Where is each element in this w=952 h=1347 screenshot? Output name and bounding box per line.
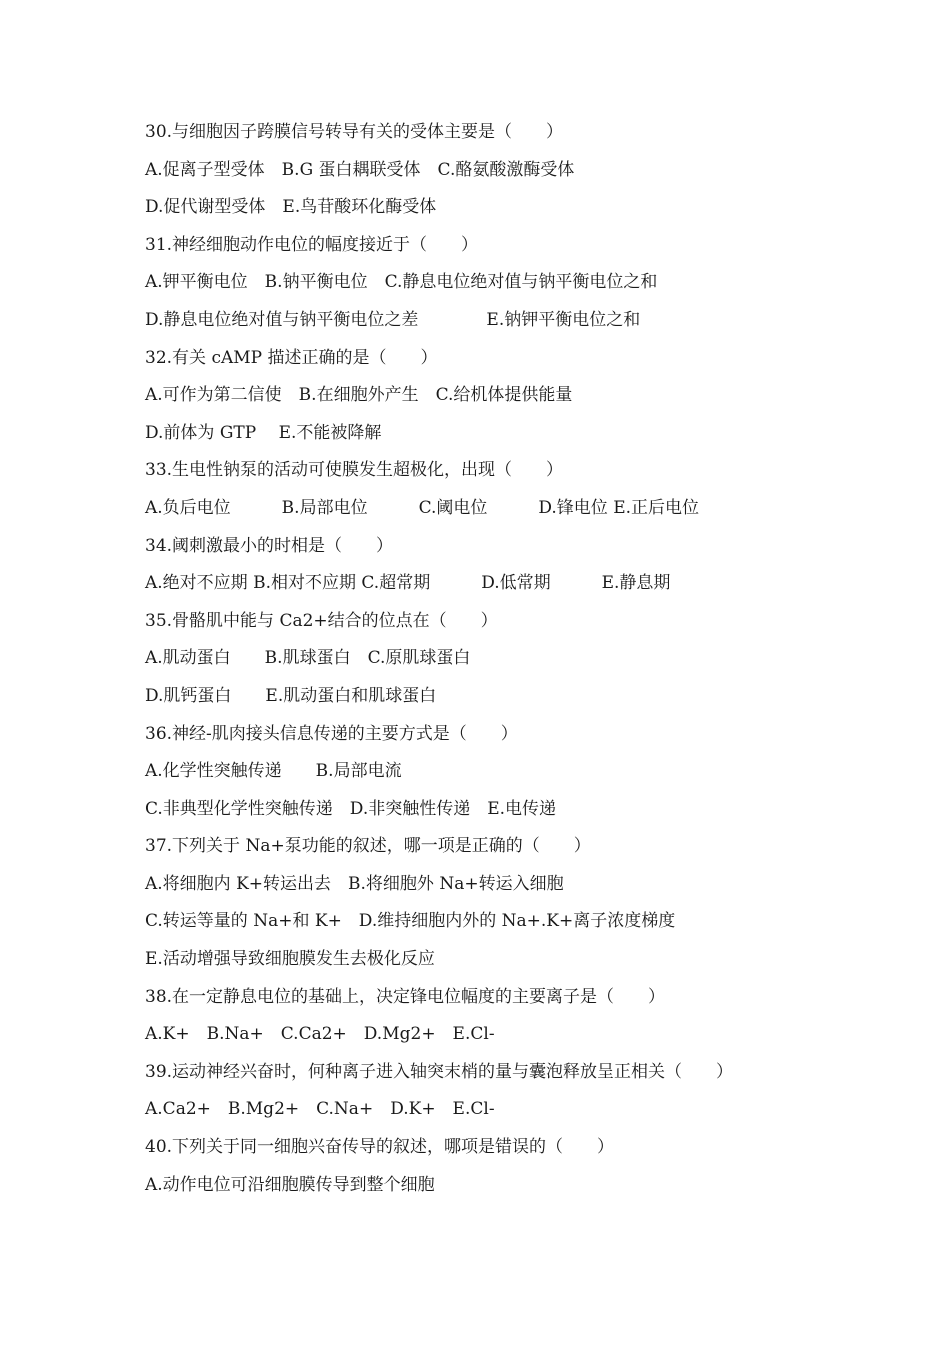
question-38-stem: 38.在一定静息电位的基础上，决定锋电位幅度的主要离子是（ ） [145, 986, 666, 1007]
question-36-stem: 36.神经-肌肉接头信息传递的主要方式是（ ） [145, 723, 518, 744]
question-36-options-c-e: C.非典型化学性突触传递 D.非突触性传递 E.电传递 [145, 798, 557, 819]
question-36-options-a-b: A.化学性突触传递 B.局部电流 [145, 761, 402, 782]
question-37-options-c-d: C.转运等量的 Na+和 K+ D.维持细胞内外的 Na+.K+离子浓度梯度 [145, 911, 676, 932]
question-31-options-a-c: A.钾平衡电位 B.钠平衡电位 C.静息电位绝对值与钠平衡电位之和 [145, 272, 658, 293]
question-40-option-a: A.动作电位可沿细胞膜传导到整个细胞 [145, 1174, 435, 1195]
question-35-options-a-c: A.肌动蛋白 B.肌球蛋白 C.原肌球蛋白 [145, 648, 471, 669]
question-34-stem: 34.阈刺激最小的时相是（ ） [145, 535, 394, 556]
question-37-options-a-b: A.将细胞内 K+转运出去 B.将细胞外 Na+转运入细胞 [145, 873, 564, 894]
question-30-stem: 30.与细胞因子跨膜信号转导有关的受体主要是（ ） [145, 122, 564, 142]
question-32-options-d-e: D.前体为 GTP E.不能被降解 [145, 422, 382, 443]
question-30-options-d-e: D.促代谢型受体 E.鸟苷酸环化酶受体 [145, 197, 437, 218]
question-list [145, 118, 845, 1208]
question-38-options: A.K+ B.Na+ C.Ca2+ D.Mg2+ E.Cl- [145, 1024, 495, 1045]
question-31-stem: 31.神经细胞动作电位的幅度接近于（ ） [145, 234, 479, 255]
question-30-options-a-c: A.促离子型受体 B.G 蛋白耦联受体 C.酪氨酸激酶受体 [145, 159, 575, 180]
question-31-options-d-e: D.静息电位绝对值与钠平衡电位之差 E.钠钾平衡电位之和 [145, 309, 641, 330]
question-35-stem: 35.骨骼肌中能与 Ca2+结合的位点在（ ） [145, 610, 498, 631]
question-32-options-a-c: A.可作为第二信使 B.在细胞外产生 C.给机体提供能量 [145, 385, 573, 406]
question-35-options-d-e: D.肌钙蛋白 E.肌动蛋白和肌球蛋白 [145, 685, 437, 706]
question-37-option-e: E.活动增强导致细胞膜发生去极化反应 [145, 949, 435, 970]
question-33-options: A.负后电位 B.局部电位 C.阈电位 D.锋电位 E.正后电位 [145, 497, 700, 518]
question-40-stem: 40.下列关于同一细胞兴奋传导的叙述，哪项是错误的（ ） [145, 1137, 615, 1158]
question-33-stem: 33.生电性钠泵的活动可使膜发生超极化，出现（ ） [145, 460, 564, 481]
question-37-stem: 37.下列关于 Na+泵功能的叙述，哪一项是正确的（ ） [145, 836, 591, 857]
question-32-stem: 32.有关 cAMP 描述正确的是（ ） [145, 347, 438, 368]
question-39-stem: 39.运动神经兴奋时，何种离子进入轴突末梢的量与囊泡释放呈正相关（ ） [145, 1061, 734, 1082]
question-34-options: A.绝对不应期 B.相对不应期 C.超常期 D.低常期 E.静息期 [145, 573, 671, 594]
question-39-options: A.Ca2+ B.Mg2+ C.Na+ D.K+ E.Cl- [145, 1099, 495, 1120]
